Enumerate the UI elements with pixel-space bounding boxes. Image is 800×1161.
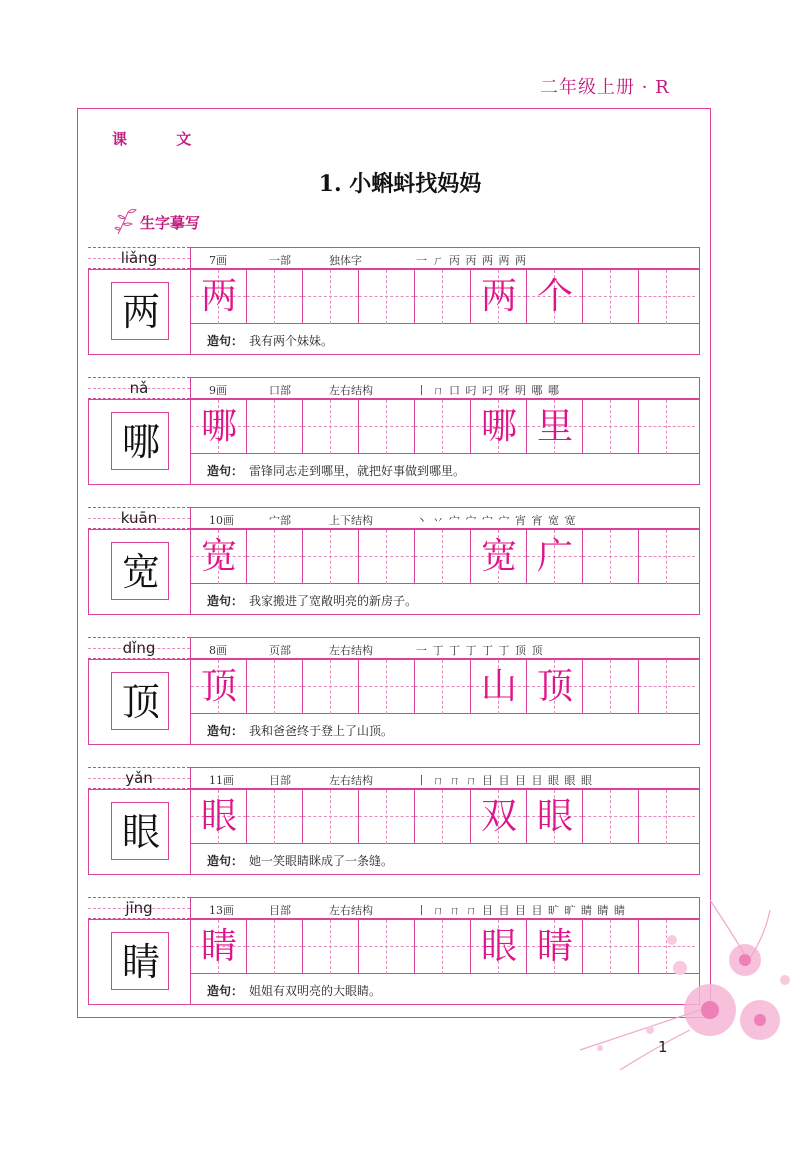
character-entry xyxy=(88,637,700,745)
structure: 上下结构 xyxy=(329,514,373,527)
radical: 页部 xyxy=(269,644,291,657)
character-entry xyxy=(88,247,700,355)
model-character: 宽 xyxy=(121,550,160,594)
writing-cell[interactable] xyxy=(415,920,471,974)
stroke-count: 8画 xyxy=(209,644,227,657)
model-cell xyxy=(89,400,191,484)
word-character-1: 宽 xyxy=(480,536,517,577)
writing-grid xyxy=(191,400,699,454)
writing-cell[interactable] xyxy=(527,270,583,324)
example-sentence: 我有两个妹妹。 xyxy=(249,334,334,348)
info-row xyxy=(88,507,700,529)
pinyin: jīng xyxy=(125,899,153,917)
model-box xyxy=(111,672,169,730)
writing-cell[interactable] xyxy=(191,920,247,974)
model-cell xyxy=(89,790,191,874)
sub-heading-text: 生字摹写 xyxy=(140,214,201,232)
writing-cell[interactable] xyxy=(415,660,471,714)
writing-cell[interactable] xyxy=(303,920,359,974)
writing-cell[interactable] xyxy=(527,400,583,454)
practice-character: 顶 xyxy=(200,666,237,707)
word-character-1: 眼 xyxy=(480,926,517,967)
model-character: 顶 xyxy=(121,680,160,724)
model-cell xyxy=(89,530,191,614)
writing-cell[interactable] xyxy=(359,400,415,454)
character-entry xyxy=(88,767,700,875)
sentence-label: 造句： xyxy=(207,464,244,478)
writing-cell[interactable] xyxy=(191,270,247,324)
example-sentence: 雷锋同志走到哪里，就把好事做到哪里。 xyxy=(249,464,466,478)
sentence-label: 造句： xyxy=(207,984,244,998)
writing-cell[interactable] xyxy=(527,530,583,584)
model-cell xyxy=(89,920,191,1004)
word-character-2: 睛 xyxy=(536,926,573,967)
writing-cell[interactable] xyxy=(303,270,359,324)
sentence-label: 造句： xyxy=(207,724,244,738)
word-character-1: 双 xyxy=(480,796,517,837)
practice-character: 眼 xyxy=(200,796,237,837)
stroke-order: 丨 ㄇ ㄇ ㄇ 目 目 目 目 眼 眼 眼 xyxy=(416,774,593,787)
practice-row xyxy=(88,789,700,875)
radical: 目部 xyxy=(269,904,291,917)
writing-cell[interactable] xyxy=(415,530,471,584)
writing-grid xyxy=(191,530,699,584)
sentence-label: 造句： xyxy=(207,594,244,608)
stroke-order: 丨 ㄇ 口 叼 叼 呀 明 哪 哪 xyxy=(416,384,560,397)
writing-cell[interactable] xyxy=(359,790,415,844)
writing-cell[interactable] xyxy=(247,400,303,454)
example-sentence: 姐姐有双明亮的大眼睛。 xyxy=(249,984,382,998)
grade-label: 二年级上册 · R xyxy=(540,77,670,98)
info-row xyxy=(88,767,700,789)
writing-cell[interactable] xyxy=(583,790,639,844)
radical: 目部 xyxy=(269,774,291,787)
writing-cell[interactable] xyxy=(247,660,303,714)
model-cell xyxy=(89,270,191,354)
writing-cell[interactable] xyxy=(583,400,639,454)
writing-cell[interactable] xyxy=(639,790,695,844)
stroke-count: 7画 xyxy=(209,254,227,267)
writing-cell[interactable] xyxy=(471,660,527,714)
writing-cell[interactable] xyxy=(359,530,415,584)
writing-cell[interactable] xyxy=(247,790,303,844)
sentence-row xyxy=(191,714,699,744)
stroke-count: 13画 xyxy=(209,904,234,917)
blossom-decoration xyxy=(560,880,800,1080)
writing-cell[interactable] xyxy=(247,270,303,324)
model-character: 眼 xyxy=(121,810,160,854)
character-entry xyxy=(88,507,700,615)
writing-cell[interactable] xyxy=(639,270,695,324)
sentence-label: 造句： xyxy=(207,334,244,348)
word-character-2: 广 xyxy=(536,536,573,577)
pinyin: kuān xyxy=(120,509,158,527)
writing-cell[interactable] xyxy=(471,530,527,584)
writing-cell[interactable] xyxy=(471,270,527,324)
structure: 独体字 xyxy=(329,254,362,267)
word-character-2: 里 xyxy=(536,406,573,447)
sentence-row xyxy=(191,584,699,614)
word-character-1: 山 xyxy=(480,666,517,707)
character-entry xyxy=(88,377,700,485)
character-info xyxy=(190,507,700,529)
writing-cell[interactable] xyxy=(359,660,415,714)
structure: 左右结构 xyxy=(329,644,373,657)
writing-grid xyxy=(191,270,699,324)
writing-cell[interactable] xyxy=(583,660,639,714)
model-box xyxy=(111,932,169,990)
writing-cell[interactable] xyxy=(303,790,359,844)
model-character: 睛 xyxy=(121,940,160,984)
writing-cell[interactable] xyxy=(471,920,527,974)
model-box xyxy=(111,412,169,470)
sub-heading xyxy=(112,204,242,236)
writing-cell[interactable] xyxy=(359,920,415,974)
writing-cell[interactable] xyxy=(415,790,471,844)
model-character: 哪 xyxy=(121,420,160,464)
word-character-2: 眼 xyxy=(536,796,573,837)
stroke-count: 9画 xyxy=(209,384,227,397)
writing-cell[interactable] xyxy=(527,920,583,974)
writing-cell[interactable] xyxy=(359,270,415,324)
radical: 一部 xyxy=(269,254,291,267)
writing-grid xyxy=(191,790,699,844)
writing-cell[interactable] xyxy=(191,790,247,844)
writing-cell[interactable] xyxy=(639,660,695,714)
practice-character: 两 xyxy=(200,276,237,317)
example-sentence: 我和爸爸终于登上了山顶。 xyxy=(249,724,394,738)
radical: 宀部 xyxy=(269,514,291,527)
model-box xyxy=(111,542,169,600)
sentence-label: 造句： xyxy=(207,854,244,868)
stroke-count: 11画 xyxy=(209,774,234,787)
stroke-order: 一 ㄏ 丙 丙 两 两 两 xyxy=(416,254,527,267)
stroke-order: 丨 ㄇ ㄇ ㄇ 目 目 目 目 旷 旷 睛 睛 睛 xyxy=(416,904,626,917)
model-box xyxy=(111,802,169,860)
page-number: 1 xyxy=(658,1038,668,1056)
info-row xyxy=(88,247,700,269)
writing-cell[interactable] xyxy=(247,920,303,974)
word-character-1: 两 xyxy=(480,276,517,317)
writing-cell[interactable] xyxy=(415,400,471,454)
writing-cell[interactable] xyxy=(583,530,639,584)
word-character-2: 个 xyxy=(536,276,573,317)
model-box xyxy=(111,282,169,340)
writing-cell[interactable] xyxy=(415,270,471,324)
model-cell xyxy=(89,660,191,744)
character-info xyxy=(190,247,700,269)
practice-character: 宽 xyxy=(200,536,237,577)
writing-cell[interactable] xyxy=(639,400,695,454)
stroke-count: 10画 xyxy=(209,514,234,527)
writing-cell[interactable] xyxy=(583,270,639,324)
section-label: 课 文 xyxy=(112,130,214,148)
writing-cell[interactable] xyxy=(303,400,359,454)
word-character-1: 哪 xyxy=(480,406,517,447)
structure: 左右结构 xyxy=(329,774,373,787)
writing-cell[interactable] xyxy=(471,790,527,844)
model-character: 两 xyxy=(121,290,160,334)
writing-cell[interactable] xyxy=(247,530,303,584)
writing-grid xyxy=(191,660,699,714)
writing-cell[interactable] xyxy=(191,660,247,714)
info-row xyxy=(88,377,700,399)
sentence-row xyxy=(191,844,699,874)
sentence-row xyxy=(191,454,699,484)
pinyin: dǐng xyxy=(122,639,156,657)
writing-cell[interactable] xyxy=(471,400,527,454)
example-sentence: 她一笑眼睛眯成了一条缝。 xyxy=(249,854,394,868)
practice-row xyxy=(88,399,700,485)
stroke-order: 一 丁 丁 丁 丁 丁 顶 顶 xyxy=(416,644,544,657)
writing-cell[interactable] xyxy=(639,530,695,584)
word-character-2: 顶 xyxy=(536,666,573,707)
pinyin: nǎ xyxy=(129,379,149,397)
character-info xyxy=(190,637,700,659)
stroke-order: 丶 丷 宀 宀 宀 宀 宵 宵 宽 宽 xyxy=(416,514,577,527)
writing-cell[interactable] xyxy=(303,660,359,714)
character-info xyxy=(190,767,700,789)
radical: 口部 xyxy=(269,384,291,397)
practice-row xyxy=(88,659,700,745)
writing-cell[interactable] xyxy=(303,530,359,584)
sentence-row xyxy=(191,324,699,354)
lesson-title: 1. 小蝌蚪找妈妈 xyxy=(318,171,482,197)
info-row xyxy=(88,637,700,659)
practice-row xyxy=(88,529,700,615)
structure: 左右结构 xyxy=(329,904,373,917)
practice-row xyxy=(88,269,700,355)
pinyin: yǎn xyxy=(125,769,153,787)
practice-character: 睛 xyxy=(200,926,237,967)
writing-cell[interactable] xyxy=(191,530,247,584)
writing-cell[interactable] xyxy=(191,400,247,454)
example-sentence: 我家搬进了宽敞明亮的新房子。 xyxy=(249,594,418,608)
character-info xyxy=(190,377,700,399)
structure: 左右结构 xyxy=(329,384,373,397)
pinyin: liǎng xyxy=(120,249,158,267)
writing-cell[interactable] xyxy=(527,790,583,844)
practice-character: 哪 xyxy=(200,406,237,447)
writing-cell[interactable] xyxy=(527,660,583,714)
